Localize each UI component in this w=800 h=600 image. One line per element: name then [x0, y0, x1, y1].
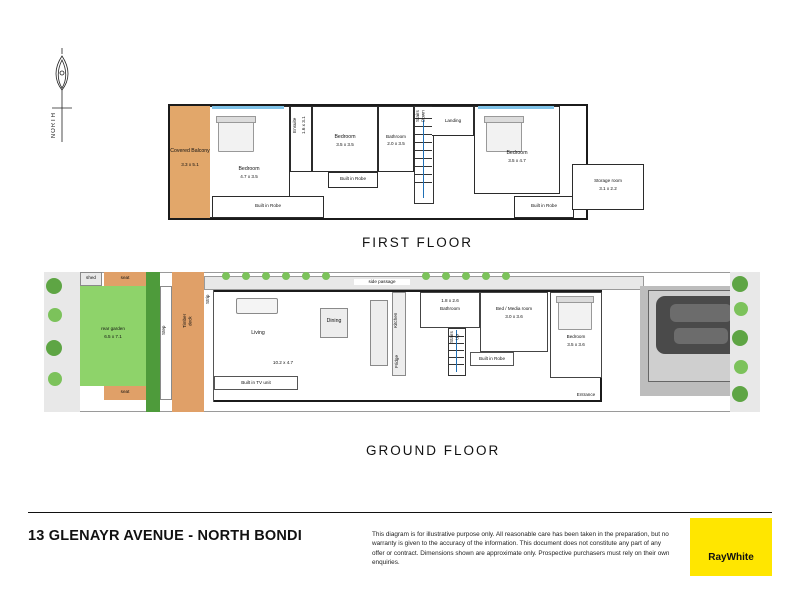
property-address: 13 GLENAYR AVENUE - NORTH BONDI [28, 528, 302, 544]
bed-media-room-dims: 3.0 x 3.6 [505, 314, 523, 319]
car-windshield [674, 328, 728, 344]
rear-garden-label: rear garden [101, 326, 125, 331]
stairs-down-label: Stairs Down [415, 110, 426, 122]
built-in-robe-3-label: Built in Robe [530, 203, 558, 208]
seat-top-label: seat [120, 275, 130, 280]
built-in-tv-unit-label: Built in TV unit [241, 380, 271, 385]
strip-label: Strip [205, 294, 210, 304]
landing-label: Landing [444, 118, 462, 123]
car-roof [670, 304, 732, 322]
covered-balcony-label: Covered Balcony [170, 148, 210, 154]
bed-media-room-label: Bed / Media room [495, 306, 533, 311]
sofa-furniture [236, 298, 278, 314]
seat-bottom-label: seat [120, 389, 130, 394]
storage-room-dims: 3.1 x 2.2 [599, 186, 617, 191]
bedhead-furniture [216, 116, 256, 123]
first-floor-title: FIRST FLOOR [362, 235, 474, 250]
bedroom-3-label: Bedroom [506, 150, 528, 156]
ensuite-dims: 1.6 x 3.1 [301, 116, 306, 134]
bedroom-2-dims: 3.5 x 3.5 [336, 142, 354, 147]
bedhead-furniture-2 [484, 116, 524, 123]
shed-label: shed [86, 275, 96, 280]
bathroom-ground-label: Bathroom [440, 306, 460, 311]
bed-furniture-2 [486, 120, 522, 152]
bedroom-ground-label: Bedroom [566, 334, 586, 339]
bedroom-1-dims: 4.7 x 3.5 [240, 174, 258, 179]
raywhite-logo [690, 518, 772, 576]
bed-furniture-3 [558, 300, 592, 330]
bedroom-2-label: Bedroom [334, 134, 356, 140]
built-in-robe-2-label: Built in Robe [339, 176, 367, 181]
ensuite-label: Ensuite [292, 117, 297, 133]
built-in-robe-1-label: Built in Robe [254, 203, 282, 208]
first-floor-plan [168, 104, 622, 220]
compass-north-icon [44, 46, 80, 156]
bedroom-ground-dims: 3.5 x 3.6 [567, 342, 585, 347]
strip [204, 290, 214, 402]
rear-garden-dims: 6.5 x 7.1 [104, 334, 122, 339]
bed-furniture [218, 120, 254, 152]
footer-divider [28, 512, 772, 513]
living-label: Living [251, 330, 265, 336]
bathroom-upstairs-dims: 2.0 x 3.5 [387, 141, 405, 146]
north-compass [44, 46, 80, 156]
bedhead-furniture-3 [556, 296, 594, 303]
hedge-strip [146, 272, 160, 412]
bedroom-3-dims: 3.5 x 4.7 [508, 158, 526, 163]
bedroom-1-label: Bedroom [238, 166, 260, 172]
covered-balcony-dims: 3.3 x 5.1 [181, 162, 199, 167]
step-label: Step [161, 325, 166, 335]
bathroom-upstairs-label: Bathroom [386, 134, 406, 139]
ground-floor-plan [30, 268, 770, 416]
timber-deck-label: Timber deck [182, 313, 193, 328]
fridge-label: Fridge [394, 354, 399, 368]
built-in-robe-ground-label: Built in Robe [478, 356, 506, 361]
disclaimer-text: This diagram is for illustrative purpose only. All reasonable care has been taken in the preparation, but no warranty is given to the accuracy of the information. This document does not constitute any part of any offer or contract. Dimensions shown are approximate only. Prospective purchasers must rely on their own enquiries. [372, 531, 670, 566]
storage-room-label: Storage room [594, 178, 622, 183]
bed-media-room [480, 292, 548, 352]
timber-deck [172, 272, 204, 412]
side-passage-label: side passage [354, 279, 410, 285]
kitchen-island [370, 300, 388, 366]
step [160, 286, 172, 400]
north-label: NORTH [51, 112, 57, 139]
bathroom-ground-dims: 1.8 x 2.6 [441, 298, 459, 303]
bedroom-3-window [478, 106, 554, 109]
living-dims: 10.2 x 4.7 [272, 360, 294, 365]
bedroom-1-window [212, 106, 284, 109]
raywhite-logo-text: RayWhite [708, 552, 754, 563]
kitchen-label: Kitchen [393, 312, 398, 328]
stairs-up-label: Stairs Up [449, 331, 460, 343]
entrance-label: Entrance [576, 392, 596, 397]
ground-floor-title: GROUND FLOOR [366, 443, 501, 458]
dining-label: Dining [326, 318, 342, 324]
